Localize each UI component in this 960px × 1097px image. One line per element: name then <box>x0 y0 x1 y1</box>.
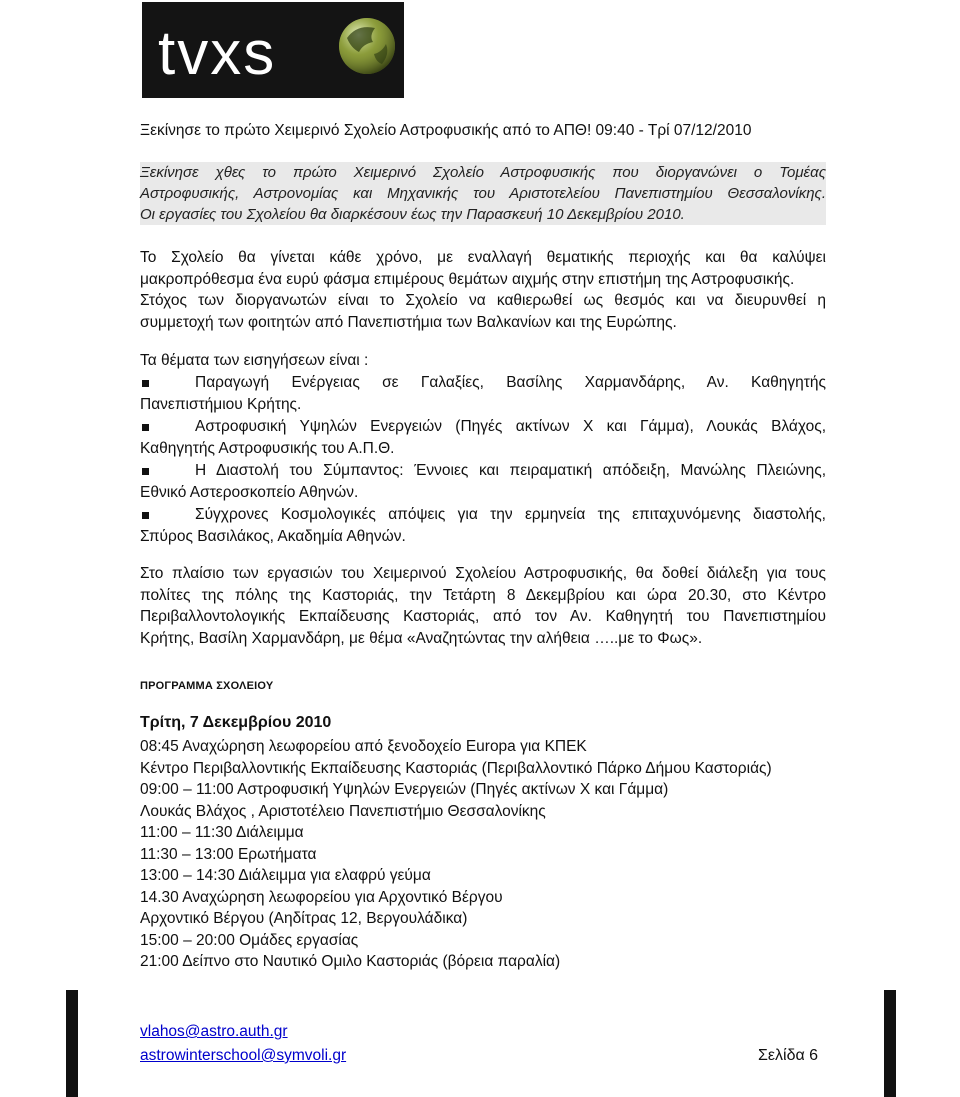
footer-right-bar <box>884 990 896 1097</box>
topic-item <box>140 416 826 460</box>
schedule-item: 11:30 – 13:00 Ερωτήματα <box>140 845 317 863</box>
bullet-square-icon <box>142 380 149 387</box>
topic-line: Σύγχρονες Κοσμολογικές απόψεις για την ερμηνεία της επιταχυνόμενης διαστολής, <box>195 506 826 523</box>
paragraph-line: μακροπρόθεσμα ένα ευρύ φάσμα επιμέρους θεμάτων αιχμής στην επιστήμη της Αστροφυσικής. <box>140 270 795 288</box>
tvxs-logo <box>142 2 404 98</box>
paragraph-line: Στόχος των διοργανωτών είναι το Σχολείο να καθιερωθεί ως θεσμός και να διευρυνθεί η <box>140 292 826 309</box>
topic-item <box>140 504 826 548</box>
schedule-list <box>140 736 840 973</box>
logo-text: tvxs <box>158 19 277 88</box>
schedule-item: 13:00 – 14:30 Διάλειμμα για ελαφρύ γεύμα <box>140 867 431 884</box>
topic-item <box>140 372 826 416</box>
schedule-item: 14.30 Αναχώρηση λεωφορείου για Αρχοντικό Βέργου <box>140 888 503 906</box>
schedule-item: 11:00 – 11:30 Διάλειμμα <box>140 824 304 841</box>
intro-block <box>140 162 826 225</box>
intro-line: Αστροφυσικής, Αστρονομίας και Μηχανικής του Αριστοτελείου Πανεπιστημίου Θεσσαλονίκης. <box>140 185 826 202</box>
paragraph-purpose <box>140 247 826 333</box>
article-headline: Ξεκίνησε το πρώτο Χειμερινό Σχολείο Αστροφυσικής από το ΑΠΘ! 09:40 - Τρί 07/12/2010 <box>140 122 752 139</box>
topic-item <box>140 460 826 504</box>
paragraph-line: Στο πλαίσιο των εργασιών του Χειμερινού Σχολείου Αστροφυσικής, θα δοθεί διάλεξη για τους <box>140 565 826 582</box>
topic-line: Πανεπιστήμιου Κρήτης. <box>140 396 302 413</box>
bullet-square-icon <box>142 424 149 431</box>
topics-title: Τα θέματα των εισηγήσεων είναι : <box>140 352 369 369</box>
page-number: Σελίδα 6 <box>758 1047 819 1064</box>
schedule-item: 21:00 Δείπνο στο Ναυτικό Ομιλο Καστοριάς (βόρεια παραλία) <box>140 953 561 970</box>
schedule-item: Αρχοντικό Βέργου (Αηδίτρας 12, Βεργουλάδικα) <box>140 910 468 927</box>
globe-icon <box>339 18 395 74</box>
paragraph-line: συμμετοχή των φοιτητών από Πανεπιστήμια των Βαλκανίων και της Ευρώπης. <box>140 313 677 331</box>
footer-email-link-2[interactable]: astrowinterschool@symvoli.gr <box>140 1047 347 1064</box>
footer-email-link-1[interactable]: vlahos@astro.auth.gr <box>140 1023 288 1040</box>
bullet-square-icon <box>142 512 149 519</box>
schedule-item: 09:00 – 11:00 Αστροφυσική Υψηλών Ενεργειών (Πηγές ακτίνων Χ και Γάμμα) <box>140 781 669 798</box>
schedule-item: 08:45 Αναχώρηση λεωφορείου από ξενοδοχείο Europa για ΚΠΕΚ <box>140 738 587 755</box>
paragraph-line: πολίτες της πόλης της Καστοριάς, την Τετάρτη 8 Δεκεμβρίου και ώρα 20.30, στο Κέντρο <box>140 586 826 604</box>
footer-left-bar <box>66 990 78 1097</box>
topic-line: Παραγωγή Ενέργειας σε Γαλαξίες, Βασίλης Χαρμανδάρης, Αν. Καθηγητής <box>195 374 826 391</box>
intro-line: Ξεκίνησε χθες το πρώτο Χειμερινό Σχολείο Αστροφυσικής που διοργανώνει ο Τομέας <box>140 164 826 181</box>
intro-line: Οι εργασίες του Σχολείου θα διαρκέσουν έως την Παρασκευή 10 Δεκεμβρίου 2010. <box>140 206 685 223</box>
topic-line: Αστροφυσική Υψηλών Ενεργειών (Πηγές ακτίνων Χ και Γάμμα), Λουκάς Βλάχος, <box>195 418 826 435</box>
topics-list <box>140 372 826 548</box>
paragraph-lecture <box>140 563 826 649</box>
paragraph-line: Περιβαλλοντολογικής Εκπαίδευσης Καστοριάς, από τον Αν. Καθηγητή του Πανεπιστημίου <box>140 608 826 625</box>
day-title: Τρίτη, 7 Δεκεμβρίου 2010 <box>140 714 332 731</box>
schedule-item: Λουκάς Βλάχος , Αριστοτέλειο Πανεπιστήμιο Θεσσαλονίκης <box>140 802 546 820</box>
topic-line: Σπύρος Βασιλάκος, Ακαδημία Αθηνών. <box>140 528 406 545</box>
schedule-heading: ΠΡΟΓΡΑΜΜΑ ΣΧΟΛΕΙΟΥ <box>140 680 274 692</box>
bullet-square-icon <box>142 468 149 475</box>
paragraph-line: Το Σχολείο θα γίνεται κάθε χρόνο, με εναλλαγή θεματικής περιοχής και θα καλύψει <box>140 249 826 266</box>
topic-line: Εθνικό Αστεροσκοπείο Αθηνών. <box>140 484 359 501</box>
schedule-item: 15:00 – 20:00 Ομάδες εργασίας <box>140 931 359 949</box>
topic-line: Καθηγητής Αστροφυσικής του Α.Π.Θ. <box>140 440 395 457</box>
schedule-item: Κέντρο Περιβαλλοντικής Εκπαίδευσης Καστοριάς (Περιβαλλοντικό Πάρκο Δήμου Καστοριάς) <box>140 759 772 777</box>
tvxs-logo-graphic <box>142 2 404 98</box>
paragraph-line: Κρήτης, Βασίλη Χαρμανδάρη, με θέμα «Αναζητώντας την αλήθεια …..με το Φως». <box>140 629 703 647</box>
topic-line: Η Διαστολή του Σύμπαντος: Έννοιες και πειραματική απόδειξη, Μανώλης Πλειώνης, <box>195 462 826 479</box>
